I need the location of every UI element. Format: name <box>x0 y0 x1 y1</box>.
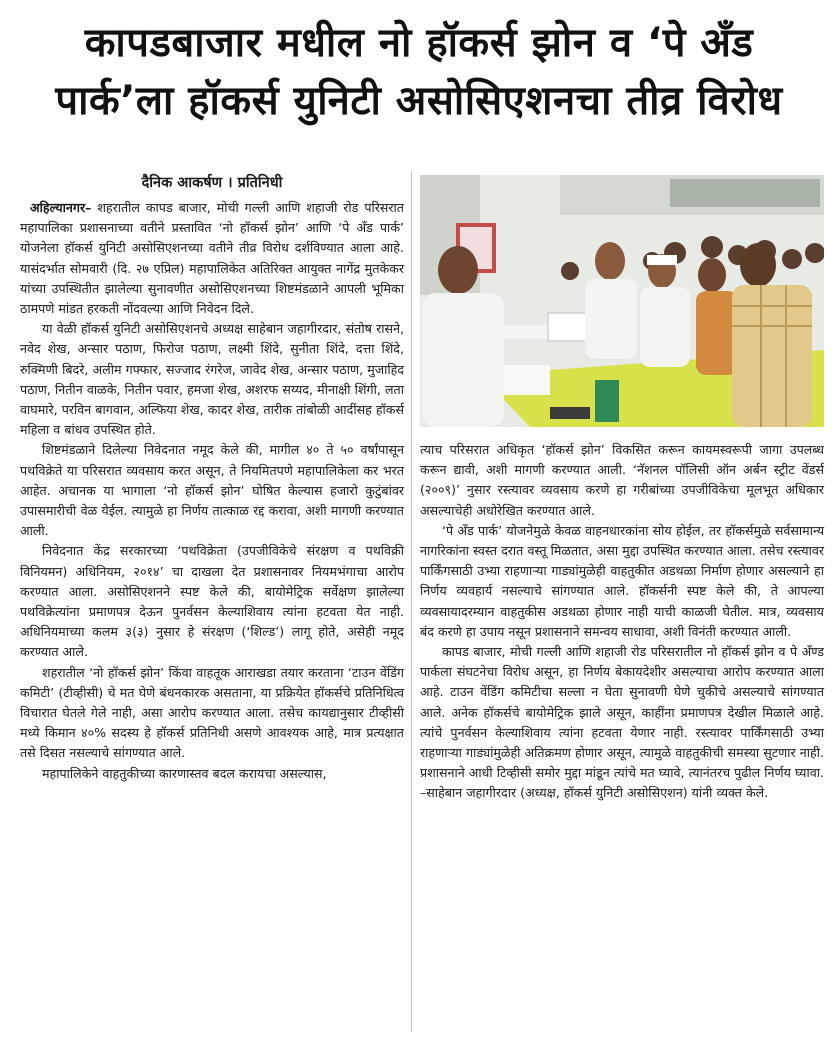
right-column <box>420 440 824 804</box>
paragraph: निवेदनात केंद्र सरकारच्या ‘पथविक्रेता (उपजीविकेचे संरक्षण व पथविक्री विनियमन) अधिनियम, २०१४’ चा दाखला देत प्रशासनावर नियमभंगाचा आरोप करण्यात आला. असोसिएशनने स्पष्ट केले की, बायोमेट्रिक सर्वेक्षण झालेल्या पथविक्रेत्यांना प्रमाणपत्र देऊन पुनर्वसन केल्याशिवाय त्यांना हटवता येत नाही. अधिनियमाच्या कलम ३(३) नुसार हे संरक्षण (‘शिल्ड’) लागू होते, असेही नमूद करण्यात आले. <box>20 543 404 660</box>
column-divider <box>411 172 412 1032</box>
headline <box>0 14 838 130</box>
headline-line-2: पार्क’ला हॉकर्स युनिटी असोसिएशनचा तीव्र विरोध <box>55 78 783 124</box>
paragraph: शहरातील ‘नो हॉकर्स झोन’ किंवा वाहतूक आराखडा तयार करताना ‘टाउन वेंडिंग कमिटी’ (टीव्हीसी) चे मत घेणे बंधनकारक असताना, या प्रक्रियेत हॉकर्सचे प्रतिनिधित्व विचारात घेतले गेले नाही, असा आरोप करण्यात आला. तसेच कायद्यानुसार टीव्हीसी मध्ये किमान ४०% सदस्य हे हॉकर्स प्रतिनिधी असणे आवश्यक आहे, मात्र प्रत्यक्षात तसे दिसत नसल्याचे सांगण्यात आले. <box>20 664 404 761</box>
paragraph-text: शहरातील कापड बाजार, मोची गल्ली आणि शहाजी रोड परिसरात महापालिका प्रशासनाच्या वतीने प्रस्तावित ‘नो हॉकर्स झोन’ आणि ‘पे अँड पार्क’ योजनेला हॉकर्स युनिटी असोसिएशनच्या वतीने तीव्र विरोध दर्शविण्यात आला आहे. यासंदर्भात सोमवारी (दि. २७ एप्रिल) महापालिकेत अतिरिक्त आयुक्त नागेंद्र मुतकेकर यांच्या उपस्थितीत झालेल्या सुनावणीत असोसिएशनच्या शिष्टमंडळाने आपली भूमिका ठामपणे मांडत हरकती नोंदवल्या आणि निवेदन दिले. <box>20 200 404 317</box>
paragraph: महापालिकेने वाहतुकीच्या कारणास्तव बदल करायचा असल्यास, <box>42 765 327 781</box>
paragraph: शिष्टमंडळाने दिलेल्या निवेदनात नमूद केले की, मागील ४० ते ५० वर्षांपासून पथविक्रेते या परिसरात व्यवसाय करत असून, ते नियमितपणे महापालिकेला कर भरत आहेत. अचानक या भागाला ‘नो हॉकर्स झोन’ घोषित केल्यास हजारो कुटुंबांवर उपासमारीची वेळ येईल. त्यामुळे हा निर्णय तात्काळ रद्द करावा, अशी मागणी करण्यात आली. <box>20 442 404 539</box>
meeting-photo <box>420 175 824 427</box>
paragraph <box>20 198 404 319</box>
headline-line-1: कापडबाजार मधील नो हॉकर्स झोन व ‘पे अँड <box>84 20 754 66</box>
left-column <box>20 172 404 784</box>
paragraph: कापड बाजार, मोची गल्ली आणि शहाजी रोड परिसरातील नो हॉकर्स झोन व पे अँण्ड पार्कला संघटनेचा विरोध असून, हा निर्णय बेकायदेशीर असल्याचा आरोप करण्यात आला आहे. टाउन वेंडिंग कमिटीचा सल्ला न घेता सुनावणी घेणे चुकीचे असल्याचे सांगण्यात आले. अनेक हॉकर्सचे बायोमेट्रिक झाले असून, काहींना प्रमाणपत्र देखील मिळाले आहे. त्यांचे पुनर्वसन केल्याशिवाय त्यांना हटवता येणार नाही. रस्त्यावर पार्किंगसाठी उभ्या राहणाऱ्या गाड्यांमुळेही अतिक्रमण होणार असून, त्यामुळे वाहतुकीची समस्या सुटणार नाही. प्रशासनाने आधी टिव्हीसी समोर मुद्दा मांडून त्यांचे मत घ्यावे, त्यानंतरच पुढील निर्णय घ्यावा. –साहेबान जहागीरदार (अध्यक्ष, हॉकर्स युनिटी असोसिएशन) यांनी व्यक्त केले. <box>420 644 824 801</box>
byline: दैनिक आकर्षण । प्रतिनिधी <box>141 175 283 191</box>
paragraph: ‘पे अँड पार्क’ योजनेमुळे केवळ वाहनधारकांना सोय होईल, तर हॉकर्समुळे सर्वसामान्य नागरिकांना स्वस्त दरात वस्तू मिळतात, असा मुद्दा उपस्थित करण्यात आला. तसेच रस्त्यावर पार्किंगसाठी उभ्या राहणाऱ्या गाड्यांमुळेही वाहतुकीत अडथळा निर्माण होणार असल्याने हा निर्णय व्यवहार्य नसल्याचे सांगण्यात आले. हॉकर्सनी स्पष्ट केले की, ते आपल्या व्यवसायादरम्यान वाहतुकीस अडथळा होणार नाही याची काळजी घेतील. मात्र, व्यवसाय बंद करणे हा उपाय नसून प्रशासनाने समन्वय साधावा, अशी विनंती करण्यात आली. <box>420 522 824 639</box>
paragraph: या वेळी हॉकर्स युनिटी असोसिएशनचे अध्यक्ष साहेबान जहागीरदार, संतोष रासने, नवेद शेख, अन्सार पठाण, फिरोज पठाण, लक्ष्मी शिंदे, सुनीता शिंदे, दत्ता शिंदे, रुक्मिणी बिदरे, अलीम गफ्फार, सज्जाद रंगरेज, जावेद शेख, अन्सार पठाण, मुजाहिद पठाण, नितीन वाळके, नितीन पवार, हमजा शेख, अशरफ सय्यद, मीनाक्षी शिंगी, लता वाघमारे, परविन बागवान, अल्फिया शेख, कादर शेख, तारीक तांबोळी आदींसह हॉकर्स महिला व बांधव उपस्थित होते. <box>20 321 404 438</box>
dateline: अहिल्यानगर– <box>30 200 92 215</box>
meeting-photo-icon <box>420 175 824 427</box>
paragraph: त्याच परिसरात अधिकृत ‘हॉकर्स झोन’ विकसित करून कायमस्वरूपी जागा उपलब्ध करून द्यावी, अशी मागणी करण्यात आली. ‘नॅशनल पॉलिसी ऑन अर्बन स्ट्रीट वेंडर्स (२००९)’ नुसार रस्त्यावर व्यवसाय करणे हा गरीबांच्या उपजीविकेचा मूलभूत अधिकार असल्याचेही अधोरेखित करण्यात आले. <box>420 442 824 518</box>
